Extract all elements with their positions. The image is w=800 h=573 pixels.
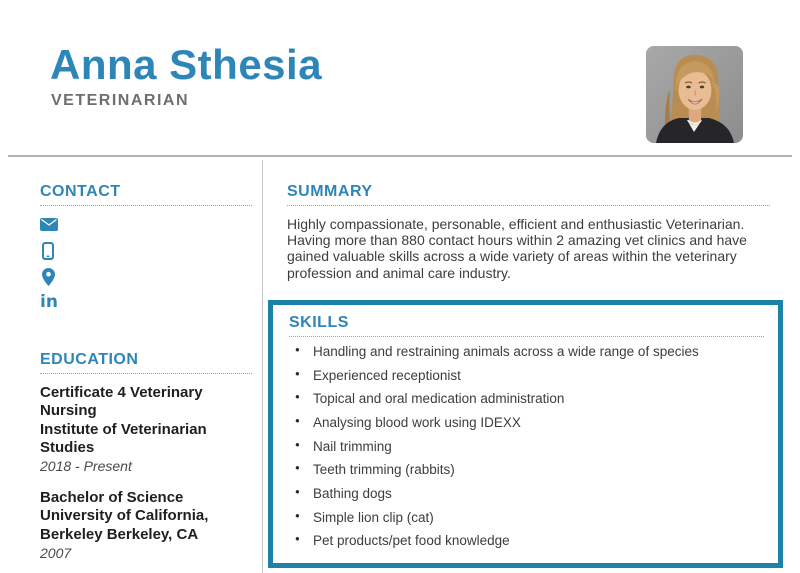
- education-entry: [40, 384, 252, 474]
- education-divider: [40, 373, 252, 374]
- contact-list: [40, 216, 252, 311]
- education-dates: 2007: [40, 545, 72, 562]
- summary-heading: SUMMARY: [287, 183, 373, 200]
- skills-list: [289, 345, 764, 549]
- education-degree: Bachelor of Science: [40, 489, 184, 507]
- contact-email-row: [40, 216, 252, 233]
- person-name: Anna Sthesia: [50, 41, 323, 88]
- contact-location-row: [40, 268, 252, 285]
- skill-item: ● Experienced receptionist: [289, 369, 764, 383]
- job-title: VETERINARIAN: [51, 92, 190, 110]
- education-institution: University of California, Berkeley Berkeley, CA: [40, 507, 209, 543]
- contact-heading: CONTACT: [40, 183, 121, 200]
- skill-item: ● Topical and oral medication administration: [289, 392, 764, 406]
- education-heading: EDUCATION: [40, 351, 139, 368]
- skill-item: ● Analysing blood work using IDEXX: [289, 416, 764, 430]
- location-icon: [42, 268, 55, 286]
- summary-text: Highly compassionate, personable, efficient and enthusiastic Veterinarian. Having more than 880 contact hours within 2 amazing vet clinics and have gained valuable skills across a wide variety of areas within the veterinary profession and animal care industry.: [287, 216, 747, 281]
- column-divider: [262, 160, 263, 573]
- contact-linkedin-row: [40, 294, 252, 311]
- right-column: [287, 183, 770, 281]
- skill-item: ● Nail trimming: [289, 440, 764, 454]
- education-entry: [40, 489, 252, 561]
- phone-icon: [42, 242, 54, 260]
- skill-item: ● Handling and restraining animals across a wide range of species: [289, 345, 764, 359]
- contact-section: [40, 183, 252, 311]
- education-section: [40, 351, 252, 561]
- email-icon: [40, 218, 58, 231]
- skills-highlight-box: [268, 300, 783, 568]
- summary-divider: [287, 205, 770, 206]
- skill-item: ● Bathing dogs: [289, 487, 764, 501]
- header-divider: [8, 155, 792, 157]
- contact-phone-row: [40, 242, 252, 259]
- skills-divider: [289, 336, 764, 337]
- linkedin-icon: in: [40, 292, 58, 312]
- education-dates: 2018 - Present: [40, 458, 132, 475]
- header: [50, 42, 322, 110]
- summary-section: [287, 183, 770, 281]
- left-column: [40, 183, 252, 573]
- contact-divider: [40, 205, 252, 206]
- skill-item: ● Teeth trimming (rabbits): [289, 463, 764, 477]
- skill-item: ● Simple lion clip (cat): [289, 511, 764, 525]
- education-institution: Institute of Veterinarian Studies: [40, 420, 207, 456]
- skill-item: ● Pet products/pet food knowledge: [289, 534, 764, 548]
- education-degree: Certificate 4 Veterinary Nursing: [40, 384, 203, 420]
- profile-photo: [646, 46, 743, 143]
- skills-heading: SKILLS: [289, 314, 349, 331]
- portrait-illustration: [646, 46, 743, 143]
